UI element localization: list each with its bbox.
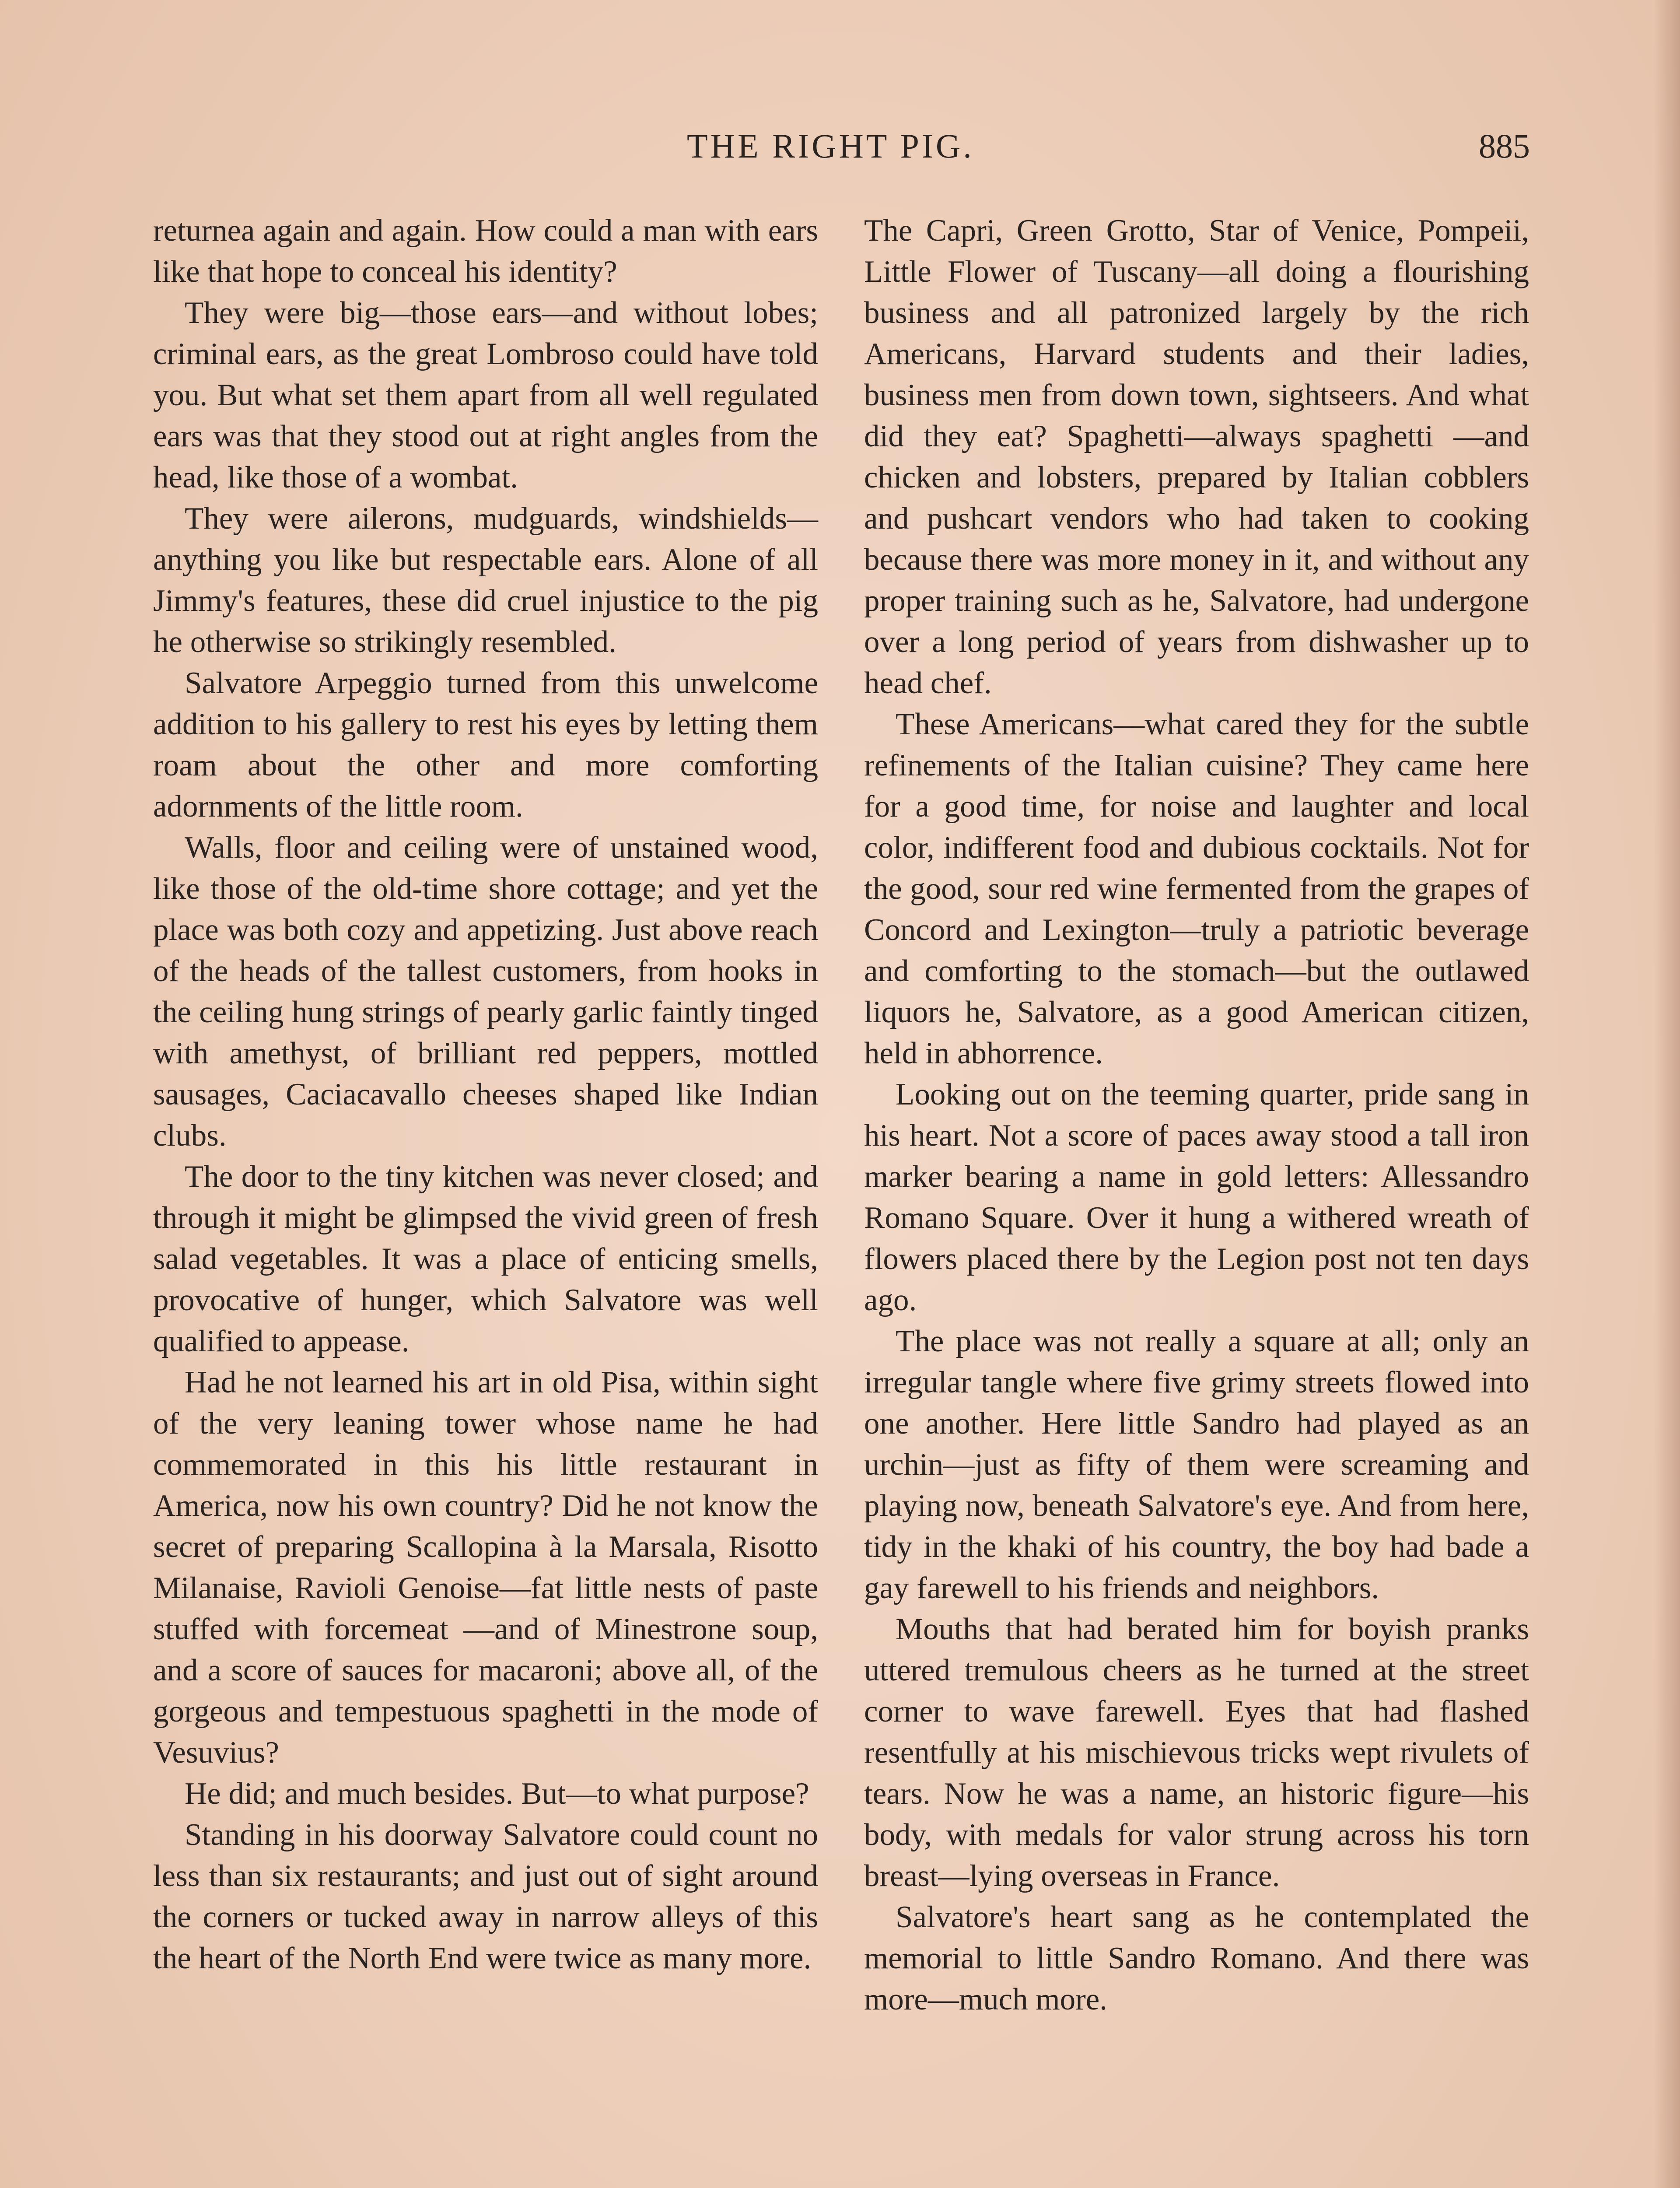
paragraph: Salvatore's heart sang as he contemplated the memorial to little Sandro Romano. And there was more—much more. [864,1900,1529,2016]
paragraph: Looking out on the teeming quarter, pride sang in his heart. Not a score of paces away stood a tall iron marker bearing a name in gold letters: Allessandro Romano Square. Over it hung a withered wreath of flowers placed there by the Legion post not ten days ago. [864,1077,1529,1317]
paragraph: Salvatore Arpeggio turned from this unwelcome addition to his gallery to rest his eyes by letting them roam about the other and more comforting adornments of the little room. [153,666,818,824]
paragraph: The Capri, Green Grotto, Star of Venice, Pompeii, Little Flower of Tuscany—all doing a flourishing business and all patronized largely by the rich Americans, Harvard students and their ladies, business men from down town, sightseers. And what did they eat? Spaghetti—always spaghetti —and chicken and lobsters, prepared by Italian cobblers and pushcart vendors who had taken to cooking because there was more money in it, and without any proper training such as he, Salvatore, had undergone over a long period of years from dishwasher up to head chef. [864,214,1529,700]
running-title: THE RIGHT PIG. [687,127,974,165]
paragraph: Mouths that had berated him for boyish pranks uttered tremulous cheers as he turned at the street corner to wave farewell. Eyes that had flashed resentfully at his mischievous tricks wept rivulets of tears. Now he was a name, an historic figure—his body, with medals for valor strung across his torn breast—lying overseas in France. [864,1612,1529,1893]
paragraph: They were big—those ears—and without lobes; criminal ears, as the great Lombroso could have told you. But what set them apart from all well regulated ears was that they stood out at right angles from the head, like those of a wombat. [153,296,818,494]
page-number: 885 [1479,127,1530,165]
paragraph: returnea again and again. How could a man with ears like that hope to conceal his identity? [153,214,818,289]
paragraph: Had he not learned his art in old Pisa, within sight of the very leaning tower whose name he had commemorated in this his little restaurant in America, now his own country? Did he not know the secret of preparing Scallopina à la Marsala, Risotto Milanaise, Ravioli Genoise—fat little nests of paste stuffed with forcemeat —and of Minestrone soup, and a score of sauces for macaroni; above all, of the gorgeous and tempestuous spaghetti in the mode of Vesuvius? [153,1365,818,1770]
paragraph: These Americans—what cared they for the subtle refinements of the Italian cuisine? They came here for a good time, for noise and laughter and local color, indifferent food and dubious cocktails. Not for the good, sour red wine fermented from the grapes of Concord and Lexington—truly a patriotic beverage and comforting to the stomach—but the outlawed liquors he, Salvatore, as a good American citizen, held in abhorrence. [864,707,1529,1070]
paragraph: They were ailerons, mudguards, windshields—anything you like but respectable ears. Alone of all Jimmy's features, these did cruel injustice to the pig he otherwise so strikingly resembled. [153,501,818,659]
paragraph: The door to the tiny kitchen was never closed; and through it might be glimpsed the vivid green of fresh salad vegetables. It was a place of enticing smells, provocative of hunger, which Salvatore was well qualified to appease. [153,1160,818,1358]
paragraph: The place was not really a square at all; only an irregular tangle where five grimy streets flowed into one another. Here little Sandro had played as an urchin—just as fifty of them were screaming and playing now, beneath Salvatore's eye. And from here, tidy in the khaki of his country, the boy had bade a gay farewell to his friends and neighbors. [864,1324,1529,1605]
paragraph: He did; and much besides. But—to what purpose? [185,1777,809,1811]
page-edge-shadow [1654,0,1680,2188]
right-text-column [864,210,1529,2020]
paragraph: Walls, floor and ceiling were of unstained wood, like those of the old-time shore cottage; and yet the place was both cozy and appetizing. Just above reach of the heads of the tallest customers, from hooks in the ceiling hung strings of pearly garlic faintly tinged with amethyst, of brilliant red peppers, mottled sausages, Caciacavallo cheeses shaped like Indian clubs. [153,831,818,1153]
left-text-column [153,210,818,1979]
paragraph: Standing in his doorway Salvatore could count no less than six restaurants; and just out of sight around the corners or tucked away in narrow alleys of this the heart of the North End were twice as many more. [153,1818,818,1975]
